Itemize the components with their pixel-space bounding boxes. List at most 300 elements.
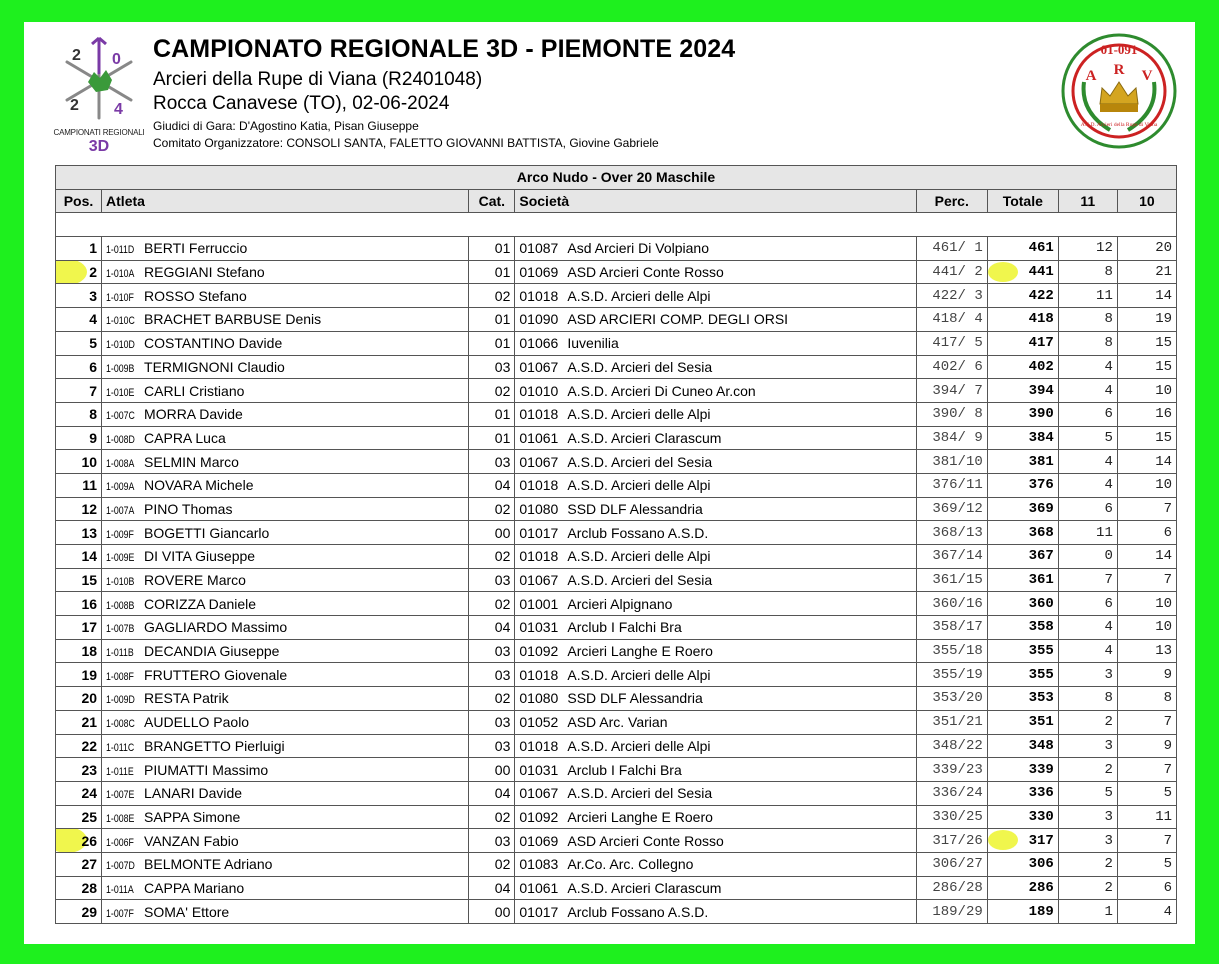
count-11: 6 (1058, 592, 1117, 616)
col-cat: Cat. (469, 189, 515, 213)
page-title: CAMPIONATO REGIONALE 3D - PIEMONTE 2024 (153, 35, 736, 63)
athlete-name: BOGETTI Giancarlo (144, 524, 270, 541)
count-10: 11 (1117, 805, 1176, 829)
total: 384 (987, 426, 1058, 450)
total: 353 (987, 687, 1058, 711)
athlete-name: TERMIGNONI Claudio (144, 358, 285, 375)
total: 348 (987, 734, 1058, 758)
col-11: 11 (1058, 189, 1117, 213)
position: 6 (56, 355, 102, 379)
percentage: 368/13 (916, 521, 987, 545)
position: 23 (56, 758, 102, 782)
count-10: 19 (1117, 308, 1176, 332)
position: 11 (56, 473, 102, 497)
club-code: 01017 (519, 903, 559, 920)
count-11: 6 (1058, 497, 1117, 521)
club-name: Arcieri Alpignano (567, 595, 673, 612)
percentage: 369/12 (916, 497, 987, 521)
club (515, 852, 916, 876)
table-row (56, 710, 1177, 734)
athlete (102, 497, 469, 521)
total: 355 (987, 663, 1058, 687)
percentage: 317/26 (916, 829, 987, 853)
category: 04 (469, 876, 515, 900)
count-10: 7 (1117, 829, 1176, 853)
club (515, 663, 916, 687)
percentage: 361/15 (916, 568, 987, 592)
table-row (56, 237, 1177, 261)
club-code: 01067 (519, 453, 559, 470)
athlete-name: BERTI Ferruccio (144, 240, 248, 257)
club-code: 01018 (519, 287, 559, 304)
athlete-code: 1-010D (106, 339, 135, 352)
total: 369 (987, 497, 1058, 521)
category: 01 (469, 308, 515, 332)
count-10: 10 (1117, 473, 1176, 497)
club-code: 01069 (519, 264, 559, 281)
club-name: A.S.D. Arcieri Di Cuneo Ar.con (567, 382, 756, 399)
club-name: Arclub Fossano A.S.D. (567, 524, 709, 541)
position: 4 (56, 308, 102, 332)
club-name: Arclub I Falchi Bra (567, 619, 682, 636)
count-11: 3 (1058, 734, 1117, 758)
athlete-code: 1-010B (106, 576, 135, 589)
total: 368 (987, 521, 1058, 545)
athlete-code: 1-006F (106, 836, 134, 849)
percentage: 355/18 (916, 639, 987, 663)
count-11: 1 (1058, 900, 1117, 924)
count-10: 6 (1117, 521, 1176, 545)
athlete (102, 829, 469, 853)
count-11: 5 (1058, 781, 1117, 805)
position: 8 (56, 402, 102, 426)
club-code: 01031 (519, 619, 559, 636)
club (515, 781, 916, 805)
category: 00 (469, 900, 515, 924)
club (515, 805, 916, 829)
category: 02 (469, 592, 515, 616)
athlete-code: 1-011D (106, 244, 135, 257)
count-11: 4 (1058, 379, 1117, 403)
athlete (102, 426, 469, 450)
club-code: 01018 (519, 406, 559, 423)
count-10: 7 (1117, 497, 1176, 521)
club-code: 01087 (519, 240, 559, 257)
count-11: 3 (1058, 805, 1117, 829)
athlete-code: 1-008E (106, 812, 135, 825)
category: 03 (469, 734, 515, 758)
athlete-code: 1-008C (106, 718, 135, 731)
athlete-name: LANARI Davide (144, 785, 243, 802)
count-10: 21 (1117, 260, 1176, 284)
athlete-name: SELMIN Marco (144, 453, 239, 470)
table-row (56, 426, 1177, 450)
category: 02 (469, 379, 515, 403)
total: 361 (987, 568, 1058, 592)
snowflake-logo-icon (54, 34, 144, 128)
percentage: 348/22 (916, 734, 987, 758)
club (515, 379, 916, 403)
category: 01 (469, 237, 515, 261)
club (515, 402, 916, 426)
athlete-name: CARLI Cristiano (144, 382, 245, 399)
athlete-code: 1-008B (106, 599, 135, 612)
club (515, 734, 916, 758)
category: 03 (469, 450, 515, 474)
athlete-name: MORRA Davide (144, 406, 243, 423)
club-name: Arclub Fossano A.S.D. (567, 903, 709, 920)
club (515, 355, 916, 379)
table-row (56, 900, 1177, 924)
athlete-code: 1-011B (106, 647, 134, 660)
position: 29 (56, 900, 102, 924)
table-row (56, 852, 1177, 876)
club (515, 758, 916, 782)
club-code: 01001 (519, 595, 559, 612)
athlete-code: 1-010C (106, 315, 135, 328)
athlete-code: 1-009F (106, 528, 134, 541)
position: 3 (56, 284, 102, 308)
position: 14 (56, 545, 102, 569)
total: 360 (987, 592, 1058, 616)
athlete (102, 639, 469, 663)
category: 03 (469, 710, 515, 734)
total: 390 (987, 402, 1058, 426)
percentage: 286/28 (916, 876, 987, 900)
athlete (102, 592, 469, 616)
club-name: Arclub I Falchi Bra (567, 761, 682, 778)
logo-digit-1: 2 (72, 47, 81, 64)
athlete-code: 1-010E (106, 386, 135, 399)
athlete (102, 237, 469, 261)
table-row (56, 379, 1177, 403)
athlete (102, 308, 469, 332)
count-11: 4 (1058, 616, 1117, 640)
club-logo (1060, 32, 1178, 150)
category: 02 (469, 497, 515, 521)
club-name: A.S.D. Arcieri del Sesia (567, 453, 713, 470)
club-name: A.S.D. Arcieri Clarascum (567, 429, 722, 446)
athlete-name: VANZAN Fabio (144, 832, 239, 849)
athlete-code: 1-011E (106, 765, 134, 778)
club-name: A.S.D. Arcieri delle Alpi (567, 477, 711, 494)
position: 27 (56, 852, 102, 876)
club-crest-icon (1060, 32, 1178, 150)
count-10: 9 (1117, 663, 1176, 687)
position: 16 (56, 592, 102, 616)
count-11: 5 (1058, 426, 1117, 450)
athlete (102, 473, 469, 497)
category: 01 (469, 426, 515, 450)
club-name: A.S.D. Arcieri del Sesia (567, 785, 713, 802)
position: 28 (56, 876, 102, 900)
club-name: Arcieri Langhe E Roero (567, 643, 713, 660)
club (515, 497, 916, 521)
percentage: 353/20 (916, 687, 987, 711)
count-10: 10 (1117, 379, 1176, 403)
position: 20 (56, 687, 102, 711)
count-10: 6 (1117, 876, 1176, 900)
col-pos: Pos. (56, 189, 102, 213)
club-code: 01018 (519, 548, 559, 565)
total: 351 (987, 710, 1058, 734)
athlete (102, 616, 469, 640)
club (515, 521, 916, 545)
athlete-code: 1-007C (106, 410, 135, 423)
percentage: 394/ 7 (916, 379, 987, 403)
club-name: Iuvenilia (567, 335, 619, 352)
club-name: A.S.D. Arcieri delle Alpi (567, 666, 711, 683)
count-10: 9 (1117, 734, 1176, 758)
table-row (56, 355, 1177, 379)
athlete-code: 1-009D (106, 694, 135, 707)
percentage: 384/ 9 (916, 426, 987, 450)
count-10: 15 (1117, 331, 1176, 355)
category: 03 (469, 568, 515, 592)
club-name: A.S.D. Arcieri del Sesia (567, 572, 713, 589)
club-name: A.S.D. Arcieri delle Alpi (567, 406, 711, 423)
club (515, 568, 916, 592)
position: 10 (56, 450, 102, 474)
club-code: 01031 (519, 761, 559, 778)
athlete (102, 734, 469, 758)
total: 381 (987, 450, 1058, 474)
athlete-code: 1-007B (106, 623, 135, 636)
count-11: 8 (1058, 308, 1117, 332)
category: 02 (469, 805, 515, 829)
percentage: 390/ 8 (916, 402, 987, 426)
athlete-name: DI VITA Giuseppe (144, 548, 256, 565)
position: 22 (56, 734, 102, 758)
athlete-code: 1-007F (106, 907, 134, 920)
category: 02 (469, 545, 515, 569)
count-11: 7 (1058, 568, 1117, 592)
percentage: 376/11 (916, 473, 987, 497)
athlete (102, 450, 469, 474)
total: 418 (987, 308, 1058, 332)
table-row (56, 308, 1177, 332)
count-11: 6 (1058, 402, 1117, 426)
count-11: 2 (1058, 710, 1117, 734)
col-10: 10 (1117, 189, 1176, 213)
count-10: 8 (1117, 687, 1176, 711)
athlete-name: NOVARA Michele (144, 477, 254, 494)
highlight-mark (988, 830, 1018, 850)
percentage: 351/21 (916, 710, 987, 734)
table-row (56, 616, 1177, 640)
position: 24 (56, 781, 102, 805)
club-code: 01092 (519, 808, 559, 825)
club (515, 616, 916, 640)
position: 19 (56, 663, 102, 687)
athlete-name: BELMONTE Adriano (144, 856, 273, 873)
total: 339 (987, 758, 1058, 782)
percentage: 381/10 (916, 450, 987, 474)
percentage: 418/ 4 (916, 308, 987, 332)
club (515, 710, 916, 734)
judges: Giudici di Gara: D'Agostino Katia, Pisan Giuseppe (153, 119, 419, 133)
percentage: 402/ 6 (916, 355, 987, 379)
col-perc: Perc. (916, 189, 987, 213)
athlete-code: 1-008A (106, 457, 135, 470)
table-row (56, 781, 1177, 805)
club-name: A.S.D. Arcieri delle Alpi (567, 287, 711, 304)
athlete (102, 900, 469, 924)
count-11: 4 (1058, 473, 1117, 497)
results-page (24, 22, 1195, 944)
athlete-code: 1-009E (106, 552, 135, 565)
percentage: 330/25 (916, 805, 987, 829)
position: 17 (56, 616, 102, 640)
club-code: 01067 (519, 572, 559, 589)
club (515, 450, 916, 474)
athlete-name: SAPPA Simone (144, 808, 241, 825)
table-row (56, 639, 1177, 663)
position: 13 (56, 521, 102, 545)
athlete-name: CAPPA Mariano (144, 879, 245, 896)
club-code: 01092 (519, 643, 559, 660)
count-10: 16 (1117, 402, 1176, 426)
percentage: 441/ 2 (916, 260, 987, 284)
position: 9 (56, 426, 102, 450)
club-code: 01010 (519, 382, 559, 399)
page-header (153, 34, 735, 152)
club-code: 01080 (519, 500, 559, 517)
club-name: A.S.D. Arcieri Clarascum (567, 879, 722, 896)
logo-digit-2: 0 (112, 51, 121, 68)
count-10: 15 (1117, 355, 1176, 379)
table-row (56, 592, 1177, 616)
position: 26 (56, 829, 102, 853)
position: 2 (56, 260, 102, 284)
total: 330 (987, 805, 1058, 829)
table-row (56, 805, 1177, 829)
count-11: 2 (1058, 852, 1117, 876)
count-10: 14 (1117, 450, 1176, 474)
position: 18 (56, 639, 102, 663)
athlete (102, 805, 469, 829)
athlete-name: DECANDIA Giuseppe (144, 643, 280, 660)
athlete-code: 1-009A (106, 481, 135, 494)
table-row (56, 402, 1177, 426)
club (515, 545, 916, 569)
athlete-code: 1-007D (106, 860, 135, 873)
category: 00 (469, 758, 515, 782)
club-code: 01052 (519, 714, 559, 731)
club-name: Asd Arcieri Di Volpiano (567, 240, 710, 257)
count-11: 4 (1058, 639, 1117, 663)
percentage: 336/24 (916, 781, 987, 805)
count-11: 2 (1058, 876, 1117, 900)
position: 21 (56, 710, 102, 734)
club (515, 900, 916, 924)
athlete-name: COSTANTINO Davide (144, 335, 283, 352)
crest-letter-v: V (1141, 68, 1153, 84)
athlete-name: PINO Thomas (144, 500, 233, 517)
athlete-name: AUDELLO Paolo (144, 714, 250, 731)
athlete (102, 568, 469, 592)
category: 02 (469, 284, 515, 308)
campionati-regionali-logo (53, 34, 145, 155)
category: 03 (469, 639, 515, 663)
club (515, 473, 916, 497)
crest-letter-r: R (1113, 62, 1125, 78)
category: 03 (469, 663, 515, 687)
club-code: 01069 (519, 832, 559, 849)
club (515, 331, 916, 355)
athlete-code: 1-007E (106, 789, 135, 802)
total: 394 (987, 379, 1058, 403)
category: 04 (469, 781, 515, 805)
table-row (56, 260, 1177, 284)
crest-motto: A.S.D. Arcieri della Rupe di Viana (1080, 122, 1158, 128)
athlete-name: BRANGETTO Pierluigi (144, 737, 285, 754)
position: 1 (56, 237, 102, 261)
category: 01 (469, 331, 515, 355)
category: 01 (469, 402, 515, 426)
count-11: 4 (1058, 450, 1117, 474)
total: 306 (987, 852, 1058, 876)
athlete (102, 687, 469, 711)
total: 367 (987, 545, 1058, 569)
table-row (56, 734, 1177, 758)
percentage: 306/27 (916, 852, 987, 876)
club (515, 592, 916, 616)
athlete-name: RESTA Patrik (144, 690, 229, 707)
count-10: 5 (1117, 852, 1176, 876)
athlete (102, 284, 469, 308)
percentage: 422/ 3 (916, 284, 987, 308)
col-total: Totale (987, 189, 1058, 213)
table-row (56, 545, 1177, 569)
percentage: 367/14 (916, 545, 987, 569)
club-code: 01067 (519, 785, 559, 802)
athlete (102, 402, 469, 426)
count-11: 11 (1058, 284, 1117, 308)
club-name: A.S.D. Arcieri del Sesia (567, 358, 713, 375)
count-10: 10 (1117, 592, 1176, 616)
category: 04 (469, 473, 515, 497)
athlete-name: SOMA' Ettore (144, 903, 230, 920)
total: 417 (987, 331, 1058, 355)
total: 358 (987, 616, 1058, 640)
category: 02 (469, 852, 515, 876)
count-11: 3 (1058, 663, 1117, 687)
count-11: 0 (1058, 545, 1117, 569)
athlete (102, 331, 469, 355)
club-name: SSD DLF Alessandria (567, 690, 703, 707)
club-name: SSD DLF Alessandria (567, 500, 703, 517)
athlete (102, 521, 469, 545)
total: 355 (987, 639, 1058, 663)
count-10: 20 (1117, 237, 1176, 261)
club (515, 237, 916, 261)
total: 402 (987, 355, 1058, 379)
organizer: Arcieri della Rupe di Viana (R2401048) (153, 69, 483, 90)
results-table (55, 165, 1177, 924)
athlete (102, 876, 469, 900)
club (515, 308, 916, 332)
athlete-code: 1-008D (106, 433, 135, 446)
percentage: 417/ 5 (916, 331, 987, 355)
total: 336 (987, 781, 1058, 805)
total: 189 (987, 900, 1058, 924)
athlete-name: FRUTTERO Giovenale (144, 666, 288, 683)
count-10: 7 (1117, 710, 1176, 734)
athlete (102, 355, 469, 379)
table-row (56, 687, 1177, 711)
table-row (56, 663, 1177, 687)
